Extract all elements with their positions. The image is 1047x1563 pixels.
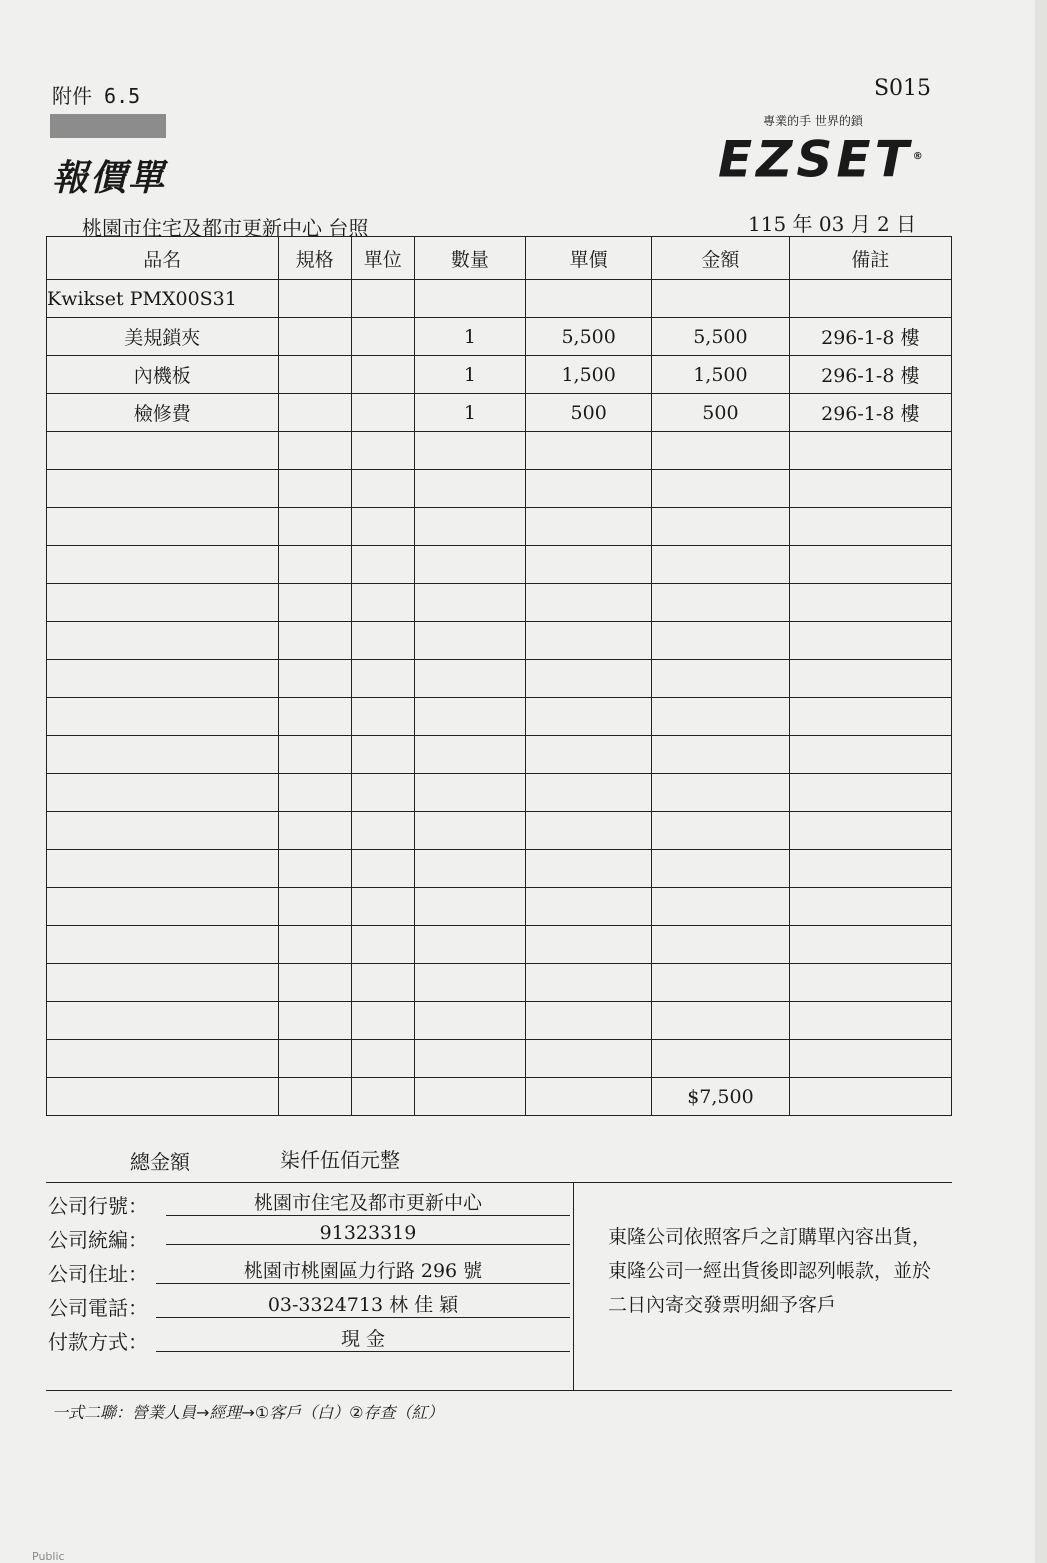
public-watermark: Public <box>32 1550 65 1563</box>
table-cell <box>351 584 414 622</box>
table-cell <box>278 432 351 470</box>
table-cell <box>414 888 525 926</box>
table-cell <box>652 1040 789 1078</box>
table-header-row <box>47 237 952 280</box>
table-cell <box>652 546 789 584</box>
company-tax-label: 公司統編： <box>48 1228 148 1252</box>
table-cell <box>526 1040 652 1078</box>
table-cell <box>526 584 652 622</box>
table-cell <box>789 508 951 546</box>
col-header-amount: 金額 <box>652 237 789 280</box>
table-cell <box>789 736 951 774</box>
table-row <box>47 546 952 584</box>
total-amount-words: 柒仟伍佰元整 <box>280 1148 400 1172</box>
table-cell: 500 <box>526 394 652 432</box>
table-cell: 檢修費 <box>47 394 279 432</box>
table-cell <box>414 622 525 660</box>
redacted-block <box>50 114 166 138</box>
table-cell <box>414 1040 525 1078</box>
table-cell <box>526 546 652 584</box>
col-header-name: 品名 <box>47 237 279 280</box>
table-row <box>47 850 952 888</box>
table-cell <box>47 1002 279 1040</box>
section-vertical-divider <box>573 1182 574 1390</box>
table-cell <box>351 888 414 926</box>
table-row <box>47 508 952 546</box>
brand-name: EZSET® <box>718 130 927 189</box>
company-address-label: 公司住址： <box>48 1262 148 1286</box>
table-cell <box>278 660 351 698</box>
table-cell <box>278 1078 351 1116</box>
table-cell: 296-1-8 樓 <box>789 394 951 432</box>
table-cell <box>278 546 351 584</box>
table-cell <box>278 508 351 546</box>
table-cell <box>351 356 414 394</box>
company-name-label: 公司行號： <box>48 1194 148 1218</box>
col-header-note: 備註 <box>789 237 951 280</box>
table-row <box>47 926 952 964</box>
company-address-value: 桃園市桃園區力行路 296 號 <box>156 1256 570 1284</box>
table-cell: 1,500 <box>652 356 789 394</box>
delivery-notice: 東隆公司依照客戶之訂購單內容出貨，東隆公司一經出貨後即認列帳款，並於二日內寄交發票明細予客戶 <box>608 1226 932 1316</box>
col-header-spec: 規格 <box>278 237 351 280</box>
table-cell <box>526 508 652 546</box>
table-cell <box>278 280 351 318</box>
table-cell <box>47 812 279 850</box>
table-cell <box>414 546 525 584</box>
table-row <box>47 470 952 508</box>
table-cell <box>789 660 951 698</box>
company-phone-label: 公司電話： <box>48 1296 148 1320</box>
table-cell <box>526 660 652 698</box>
table-row <box>47 812 952 850</box>
table-row <box>47 1040 952 1078</box>
table-row <box>47 394 952 432</box>
page-title: 報價單 <box>52 158 167 199</box>
table-row <box>47 356 952 394</box>
table-cell <box>652 660 789 698</box>
table-cell <box>526 470 652 508</box>
table-cell <box>47 926 279 964</box>
table-row <box>47 432 952 470</box>
table-cell <box>789 1002 951 1040</box>
table-cell <box>414 508 525 546</box>
table-cell <box>526 736 652 774</box>
table-cell <box>414 964 525 1002</box>
page-edge <box>1035 0 1047 1563</box>
table-cell <box>47 470 279 508</box>
table-cell <box>789 470 951 508</box>
table-row <box>47 584 952 622</box>
payment-method-value: 現 金 <box>156 1324 570 1352</box>
table-cell <box>652 812 789 850</box>
table-cell <box>789 432 951 470</box>
table-cell <box>414 698 525 736</box>
copies-instruction: 一式二聯：營業人員→經理→①客戶（白）②存查（紅） <box>52 1403 444 1422</box>
table-cell: 1 <box>414 318 525 356</box>
table-cell <box>652 964 789 1002</box>
attachment-number: 附件 6.5 <box>52 84 141 108</box>
company-phone-value: 03-3324713 林 佳 穎 <box>156 1290 570 1318</box>
table-cell <box>47 888 279 926</box>
table-cell <box>652 470 789 508</box>
table-cell <box>414 470 525 508</box>
table-row <box>47 318 952 356</box>
table-cell <box>789 850 951 888</box>
table-cell <box>414 1078 525 1116</box>
table-row <box>47 698 952 736</box>
table-cell <box>526 812 652 850</box>
table-cell <box>278 698 351 736</box>
table-cell <box>278 1002 351 1040</box>
table-cell <box>789 1078 951 1116</box>
section-divider <box>46 1182 952 1183</box>
table-cell <box>47 774 279 812</box>
table-cell: 美規鎖夾 <box>47 318 279 356</box>
table-cell: 1 <box>414 394 525 432</box>
table-cell <box>351 394 414 432</box>
table-cell <box>414 280 525 318</box>
table-cell <box>351 774 414 812</box>
table-cell <box>278 394 351 432</box>
table-cell <box>526 926 652 964</box>
table-cell <box>526 850 652 888</box>
table-cell <box>278 964 351 1002</box>
table-cell <box>351 926 414 964</box>
table-cell <box>652 584 789 622</box>
col-header-unit: 單位 <box>351 237 414 280</box>
table-cell <box>652 622 789 660</box>
company-name-value: 桃園市住宅及都市更新中心 <box>166 1188 570 1216</box>
table-cell <box>278 850 351 888</box>
table-cell <box>414 432 525 470</box>
table-cell <box>414 926 525 964</box>
table-cell <box>351 964 414 1002</box>
table-cell <box>278 736 351 774</box>
table-cell <box>789 546 951 584</box>
table-cell <box>789 926 951 964</box>
table-cell <box>278 356 351 394</box>
table-cell <box>414 812 525 850</box>
table-cell <box>414 1002 525 1040</box>
col-header-price: 單價 <box>526 237 652 280</box>
footer-divider <box>46 1390 952 1391</box>
table-cell: Kwikset PMX00S31 <box>47 280 279 318</box>
table-cell <box>789 774 951 812</box>
table-cell <box>47 660 279 698</box>
table-cell: 5,500 <box>526 318 652 356</box>
table-cell <box>351 508 414 546</box>
table-cell <box>278 622 351 660</box>
table-cell <box>351 1040 414 1078</box>
table-cell <box>789 280 951 318</box>
table-cell <box>526 1002 652 1040</box>
table-cell <box>278 584 351 622</box>
table-cell <box>526 888 652 926</box>
col-header-qty: 數量 <box>414 237 525 280</box>
table-cell <box>47 584 279 622</box>
table-row <box>47 1002 952 1040</box>
table-cell <box>414 850 525 888</box>
table-cell <box>414 736 525 774</box>
table-cell <box>351 622 414 660</box>
table-cell <box>278 774 351 812</box>
quote-date: 115 年 03 月 2 日 <box>748 212 917 236</box>
items-table <box>46 236 952 1116</box>
customer-name: 桃園市住宅及都市更新中心 台照 <box>82 216 369 240</box>
table-cell <box>47 850 279 888</box>
table-cell <box>351 432 414 470</box>
table-cell <box>789 698 951 736</box>
table-cell <box>47 964 279 1002</box>
table-cell <box>278 1040 351 1078</box>
table-cell <box>652 888 789 926</box>
table-cell <box>789 1040 951 1078</box>
table-cell <box>652 736 789 774</box>
table-cell <box>652 926 789 964</box>
table-cell <box>351 1078 414 1116</box>
total-label: 總金額 <box>130 1150 190 1174</box>
table-cell <box>351 318 414 356</box>
table-cell <box>652 1002 789 1040</box>
table-row <box>47 774 952 812</box>
company-tax-value: 91323319 <box>166 1222 570 1245</box>
table-row <box>47 280 952 318</box>
table-cell <box>47 1040 279 1078</box>
table-cell <box>526 774 652 812</box>
table-cell <box>526 622 652 660</box>
table-cell <box>278 812 351 850</box>
table-cell <box>652 508 789 546</box>
table-cell <box>789 964 951 1002</box>
table-cell <box>278 926 351 964</box>
table-cell <box>351 850 414 888</box>
table-cell <box>526 964 652 1002</box>
table-cell <box>47 1078 279 1116</box>
table-cell <box>652 280 789 318</box>
table-cell <box>47 432 279 470</box>
table-cell <box>351 812 414 850</box>
table-cell: 內機板 <box>47 356 279 394</box>
table-row <box>47 888 952 926</box>
form-code: S015 <box>873 76 931 101</box>
table-cell <box>351 280 414 318</box>
table-cell <box>47 736 279 774</box>
table-row <box>47 1078 952 1116</box>
table-cell: 296-1-8 樓 <box>789 356 951 394</box>
brand-slogan: 專業的手 世界的鎖 <box>763 114 863 128</box>
table-cell <box>652 698 789 736</box>
table-cell: 1 <box>414 356 525 394</box>
table-cell <box>789 622 951 660</box>
table-cell <box>789 812 951 850</box>
table-cell <box>47 698 279 736</box>
payment-method-label: 付款方式： <box>48 1330 148 1354</box>
subtotal-cell: $7,500 <box>652 1078 789 1116</box>
table-cell <box>652 432 789 470</box>
table-cell <box>526 1078 652 1116</box>
table-cell <box>47 508 279 546</box>
table-cell: 296-1-8 樓 <box>789 318 951 356</box>
table-cell <box>351 660 414 698</box>
table-cell <box>47 546 279 584</box>
table-cell <box>278 888 351 926</box>
table-cell <box>526 280 652 318</box>
table-cell <box>351 736 414 774</box>
table-cell <box>351 546 414 584</box>
table-cell <box>526 432 652 470</box>
brand-logo <box>718 112 928 188</box>
table-row <box>47 660 952 698</box>
table-cell <box>351 470 414 508</box>
table-row <box>47 622 952 660</box>
table-cell <box>351 698 414 736</box>
table-cell <box>414 584 525 622</box>
table-cell: 5,500 <box>652 318 789 356</box>
table-cell <box>789 584 951 622</box>
table-cell <box>351 1002 414 1040</box>
table-cell <box>278 318 351 356</box>
table-cell <box>652 774 789 812</box>
table-row <box>47 736 952 774</box>
table-row <box>47 964 952 1002</box>
table-cell <box>47 622 279 660</box>
table-cell <box>526 698 652 736</box>
table-cell <box>414 774 525 812</box>
table-cell <box>414 660 525 698</box>
table-cell <box>789 888 951 926</box>
table-cell <box>278 470 351 508</box>
table-cell <box>652 850 789 888</box>
table-cell: 1,500 <box>526 356 652 394</box>
table-cell: 500 <box>652 394 789 432</box>
